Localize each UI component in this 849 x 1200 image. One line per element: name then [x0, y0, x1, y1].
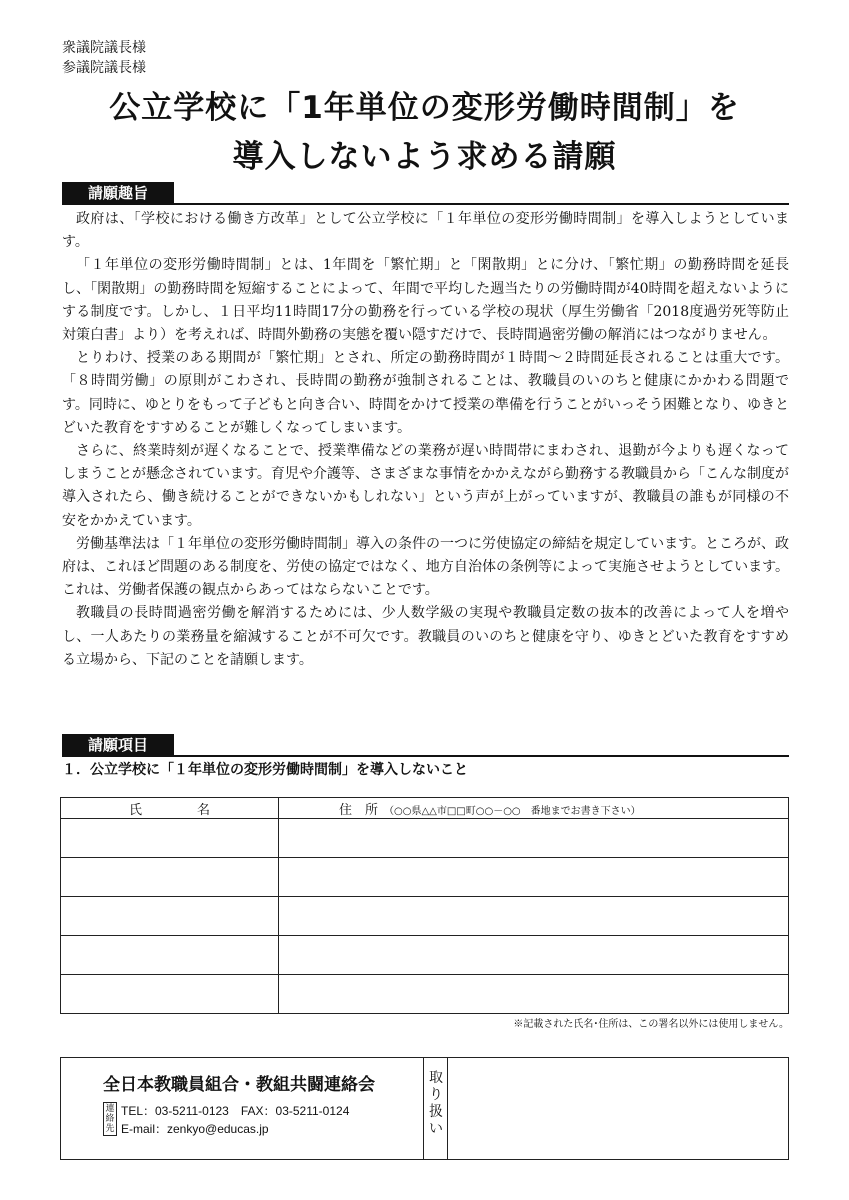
signature-row [61, 936, 789, 975]
title-line-1: 公立学校に「1年単位の変形労働時間制」を [109, 90, 740, 126]
handling-label-char: 取 [429, 1070, 443, 1086]
signature-name-cell[interactable] [61, 819, 279, 858]
signature-address-cell[interactable] [279, 936, 789, 975]
paragraph: 教職員の長時間過密労働を解消するためには、少人数学級の実現や教職員定数の抜本的改善によって人を増やし、一人あたりの業務量を縮減することが不可欠です。教職員のいのちと健康を守り、ゆきとどいた教育をすすめる立場から、下記のことを請願します。 [62, 605, 789, 668]
footer-divider-2 [447, 1058, 448, 1159]
contact-info [121, 1102, 349, 1138]
handling-label [427, 1070, 445, 1138]
signature-name-cell[interactable] [61, 936, 279, 975]
signature-address-cell[interactable] [279, 975, 789, 1014]
signature-address-cell[interactable] [279, 858, 789, 897]
address-header-label: 住 所 [339, 802, 379, 818]
paragraph: 「１年単位の変形労働時間制」とは、1年間を「繁忙期」と「閑散期」とに分け、「繁忙期」の勤務時間を延長し、「閑散期」の勤務時間を短縮することによって、年間で平均した週当たりの労働時間が40時間を超えないようにする制度です。しかし、１日平均11時間17分の勤務を行っている学校の現状（厚生労働省「2018度過労死等防止対策白書」より）を考えれば、時間外勤務の実態を覆い隠すだけで、長時間過密労働の解消にはつながりません。 [62, 257, 789, 344]
name-column-header [61, 798, 279, 819]
paragraph: とりわけ、授業のある期間が「繁忙期」とされ、所定の勤務時間が１時間～２時間延長されることは重大です。「８時間労働」の原則がこわされ、長時間の勤務が強制されることは、教職員のいのちと健康にかかわる問題です。同時に、ゆとりをもって子どもと向き合い、時間をかけて授業の準備を行うことがいっそう困難となり、ゆきとどいた教育をすすめることが難しくなってしまいます。 [62, 350, 789, 436]
signature-row [61, 897, 789, 936]
handling-label-char: い [429, 1121, 443, 1137]
paragraph: さらに、終業時刻が遅くなることで、授業準備などの業務が遅い時間帯にまわされ、退勤が今よりも遅くなってしまうことが懸念されています。育児や介護等、さまざまな事情をかかえながら勤務する教職員から「こんな制度が導入されたら、働き続けることができないかもしれない」という声が上がっていますが、教職員の誰もが同様の不安をかかえています。 [62, 443, 789, 529]
page-title [0, 84, 849, 182]
signature-row [61, 819, 789, 858]
tel-fax: TEL：03-5211-0123 FAX：03-5211-0124 [121, 1104, 350, 1118]
signature-address-cell[interactable] [279, 819, 789, 858]
petition-item-1: １．公立学校に「１年単位の変形労働時間制」を導入しないこと [62, 762, 468, 778]
privacy-note: ※記載された氏名･住所は、この署名以外には使用しません。 [513, 1019, 789, 1030]
addressee-house-of-representatives: 衆議院議長様 [62, 40, 146, 56]
petition-purpose-text [62, 208, 789, 672]
name-header-char-1: 氏 [129, 802, 143, 818]
handling-label-char: り [429, 1087, 443, 1103]
signature-address-cell[interactable] [279, 897, 789, 936]
organization-name: 全日本教職員組合・教組共闘連絡会 [103, 1075, 375, 1095]
section-label-purpose: 請願趣旨 [62, 182, 174, 204]
section-divider-items [62, 755, 789, 757]
section-label-items: 請願項目 [62, 734, 174, 756]
signature-name-cell[interactable] [61, 975, 279, 1014]
contact-label-char: 絡 [105, 1114, 115, 1124]
contact-label-char: 連 [105, 1104, 115, 1114]
addressee-house-of-councillors: 参議院議長様 [62, 60, 146, 76]
addressees [62, 38, 146, 78]
paragraph: 政府は、「学校における働き方改革」として公立学校に「１年単位の変形労働時間制」を導入しようとしています。 [62, 211, 789, 251]
signature-row [61, 858, 789, 897]
address-header-note: （○○県△△市□□町○○－○○ 番地までお書き下さい） [384, 805, 641, 817]
email: E-mail：zenkyo@educas.jp [121, 1122, 269, 1136]
address-column-header [279, 798, 789, 819]
title-line-2: 導入しないよう求める請願 [232, 139, 617, 175]
footer-divider [423, 1058, 424, 1159]
signature-table [60, 797, 789, 1014]
handling-label-char: 扱 [429, 1104, 443, 1120]
signature-table-header [61, 798, 789, 819]
footer-box [60, 1057, 789, 1160]
signature-row [61, 975, 789, 1014]
signature-name-cell[interactable] [61, 897, 279, 936]
contact-label [103, 1102, 117, 1136]
name-header-char-2: 名 [196, 802, 210, 818]
paragraph: 労働基準法は「１年単位の変形労働時間制」導入の条件の一つに労使協定の締結を規定しています。ところが、政府は、これほど問題のある制度を、労使の協定ではなく、地方自治体の条例等によって実施させようとしています。これは、労働者保護の観点からあってはならないことです。 [62, 535, 789, 599]
contact-label-char: 先 [105, 1124, 115, 1134]
signature-name-cell[interactable] [61, 858, 279, 897]
section-divider-purpose [62, 203, 789, 205]
